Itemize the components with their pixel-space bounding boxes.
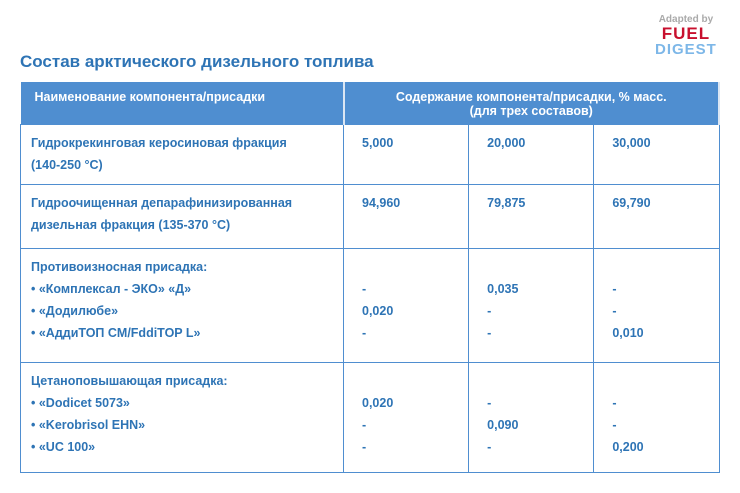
cell-line: 0,035 [487, 281, 519, 296]
logo-fuel: FUEL [661, 24, 711, 43]
cell-line: • «Dodicet 5073» [31, 395, 130, 410]
cell-line: - [487, 439, 492, 454]
logo-adapted: Adapted by [658, 14, 714, 25]
cell-line: 0,010 [612, 325, 644, 340]
header-content-line1: Содержание компонента/присадки, % масс. [395, 90, 667, 104]
logo-digest: DIGEST [655, 41, 717, 58]
cell-line: - [487, 325, 492, 340]
fuel-digest-logo [655, 15, 717, 57]
value-cell-v3 [594, 248, 719, 362]
component-cell [21, 124, 344, 184]
component-cell [21, 184, 344, 248]
cell-line: - [487, 303, 492, 318]
cell-line: - [612, 395, 617, 410]
value-cell-v1 [344, 248, 469, 362]
cell-line: 79,875 [487, 195, 526, 210]
cell-line: 30,000 [612, 135, 651, 150]
cell-line: • «АддиТОП CM/FddiTOP L» [31, 325, 201, 340]
cell-line: - [612, 417, 617, 432]
cell-line [612, 256, 708, 278]
table-row [21, 362, 720, 472]
cell-line: - [362, 439, 367, 454]
table-row [21, 124, 720, 184]
value-cell-v1 [344, 362, 469, 472]
cell-line: - [362, 281, 367, 296]
value-cell-v3 [594, 362, 719, 472]
cell-line: - [362, 417, 367, 432]
cell-line: - [612, 303, 617, 318]
value-cell-v2 [469, 362, 594, 472]
cell-line: 20,000 [487, 135, 526, 150]
header-content [344, 82, 720, 124]
component-cell [21, 362, 344, 472]
cell-line: (140-250 °C) [31, 157, 103, 172]
value-cell-v3 [594, 184, 719, 248]
composition-table [20, 82, 720, 473]
cell-line: • «Комплексал - ЭКО» «Д» [31, 281, 192, 296]
cell-line: - [362, 325, 367, 340]
cell-line [362, 370, 458, 392]
value-cell-v1 [344, 124, 469, 184]
cell-line [612, 370, 708, 392]
cell-line: 0,020 [362, 395, 394, 410]
cell-line: - [487, 395, 492, 410]
cell-line: 5,000 [362, 135, 394, 150]
value-cell-v2 [469, 124, 594, 184]
value-cell-v1 [344, 184, 469, 248]
cell-line: Противоизносная присадка: [31, 259, 208, 274]
cell-line: Цетаноповышающая присадка: [31, 373, 228, 388]
cell-line: • «Kerobrisol EHN» [31, 417, 146, 432]
cell-line: 0,090 [487, 417, 519, 432]
cell-line: 0,200 [612, 439, 644, 454]
cell-line [487, 370, 583, 392]
value-cell-v3 [594, 124, 719, 184]
cell-line [362, 256, 458, 278]
header-content-line2: (для трех составов) [469, 104, 593, 118]
cell-line: • «Додилюбе» [31, 303, 119, 318]
component-cell [21, 248, 344, 362]
cell-line: дизельная фракция (135-370 °C) [31, 217, 231, 232]
cell-line: • «UC 100» [31, 439, 96, 454]
value-cell-v2 [469, 248, 594, 362]
cell-line: 69,790 [612, 195, 651, 210]
cell-line: 94,960 [362, 195, 401, 210]
cell-line: 0,020 [362, 303, 394, 318]
header-component: Наименование компонента/присадки [21, 82, 344, 124]
value-cell-v2 [469, 184, 594, 248]
cell-line [487, 256, 583, 278]
cell-line: - [612, 281, 617, 296]
page-title: Состав арктического дизельного топлива [20, 52, 374, 71]
cell-line: Гидрокрекинговая керосиновая фракция [31, 135, 287, 150]
cell-line: Гидроочищенная депарафинизированная [31, 195, 293, 210]
table-row [21, 248, 720, 362]
table-row [21, 184, 720, 248]
